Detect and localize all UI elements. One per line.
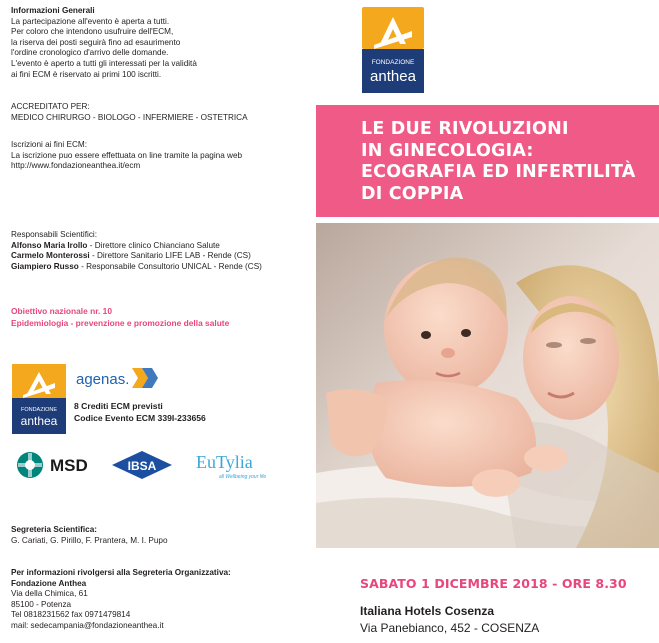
- objective-line: Obiettivo nazionale nr. 10: [11, 306, 112, 316]
- scientific-heads: [11, 230, 262, 272]
- person-role: - Direttore clinico Chianciano Salute: [87, 240, 220, 250]
- organization-line: Via della Chimica, 61: [11, 589, 88, 599]
- objective-line: Epidemiologia - prevenzione e promozione della salute: [11, 317, 230, 328]
- general-info-line: Per coloro che intendono usufruire dell'ECM,: [11, 27, 174, 37]
- ecm-info: [74, 401, 206, 424]
- event-title: LE DUE RIVOLUZIONI IN GINECOLOGIA: ECOGRAFIA ED INFERTILITÀ DI COPPIA: [361, 119, 636, 204]
- anthea-logo-icon: [12, 364, 66, 434]
- objective: [11, 306, 229, 329]
- secretariat-names: G. Cariati, G. Pirillo, F. Prantera, M. I. Pupo: [11, 535, 168, 545]
- secretariat-heading: Segreteria Scientifica:: [11, 525, 98, 534]
- general-info-line: ai fini ECM è riservato ai primi 100 iscritti.: [11, 69, 162, 79]
- event-datetime: SABATO 1 DICEMBRE 2018 - ORE 8.30: [360, 576, 627, 591]
- logo-word-small: FONDAZIONE: [20, 407, 58, 413]
- general-info-line: L'evento è aperto a tutti gli interessati per la validità: [11, 58, 197, 68]
- organization-email[interactable]: mail: sedecampania@fondazioneanthea.it: [11, 620, 164, 630]
- person-name: Carmelo Monterossi: [11, 251, 90, 261]
- eutylia-text: EuTylia: [196, 452, 253, 472]
- scientific-head-row: [11, 241, 262, 252]
- scientific-head-row: [11, 251, 262, 262]
- organizational-secretariat: [11, 568, 231, 632]
- eutylia-tagline: all Wellbeing your life: [219, 474, 267, 480]
- logo-word: anthea: [20, 414, 58, 428]
- eutylia-logo-icon: [196, 452, 266, 480]
- ecm-code: Codice Evento ECM 339I-233656: [74, 412, 206, 423]
- person-name: Alfonso Maria Irollo: [11, 240, 88, 250]
- left-panel: [0, 0, 310, 643]
- scientific-secretariat: [11, 525, 168, 546]
- accreditation-heading: ACCREDITATO PER:: [11, 102, 90, 111]
- general-info-line: la riserva dei posti seguirà fino ad esaurimento: [11, 37, 181, 47]
- organization-line: 85100 - Potenza: [11, 599, 72, 609]
- person-role: - Responsabile Consultorio UNICAL - Rende (CS): [78, 261, 262, 271]
- mother-baby-photo: [316, 223, 659, 548]
- agenas-text: agenas.: [76, 371, 130, 388]
- event-address: Via Panebianco, 452 - COSENZA: [360, 621, 540, 635]
- event-venue: Italiana Hotels Cosenza: [360, 604, 495, 618]
- logo-word-small: FONDAZIONE: [371, 59, 415, 66]
- agenas-logo-icon: [76, 364, 166, 392]
- ecm-credits: 8 Crediti ECM previsti: [74, 401, 163, 411]
- right-panel: [316, 0, 659, 643]
- person-role: - Direttore Sanitario LIFE LAB - Rende (CS): [89, 251, 251, 261]
- general-info-line: l'ordine cronologico d'arrivo delle domande.: [11, 48, 169, 58]
- scientific-head-row: [11, 262, 262, 273]
- registration-link[interactable]: http://www.fondazioneanthea.it/ecm: [11, 161, 141, 171]
- organization-heading: Per informazioni rivolgersi alla Segreteria Organizzativa:: [11, 568, 231, 577]
- sponsor-logos: [14, 448, 304, 482]
- msd-logo-icon: [17, 452, 88, 478]
- accreditation: [11, 102, 248, 123]
- title-banner: [316, 105, 659, 217]
- ibsa-text: IBSA: [127, 459, 157, 473]
- logo-word: anthea: [370, 68, 416, 85]
- ibsa-logo-icon: [112, 451, 172, 479]
- accreditation-text: MEDICO CHIRURGO - BIOLOGO - INFERMIERE - OSTETRICA: [11, 112, 248, 122]
- registration-line: La iscrizione puo essere effettuata on line tramite la pagina web: [11, 150, 243, 160]
- anthea-logo-icon: [362, 7, 424, 93]
- general-info-line: La partecipazione all'evento è aperta a tutti.: [11, 16, 170, 26]
- general-info-heading: Informazioni Generali: [11, 6, 95, 15]
- scientific-heads-heading: Responsabili Scientifici:: [11, 230, 98, 239]
- registration-heading: Iscrizioni ai fini ECM:: [11, 140, 87, 149]
- msd-text: MSD: [50, 456, 88, 475]
- organization-phone: Tel 0818231562 fax 0971479814: [11, 610, 131, 620]
- organization-name: Fondazione Anthea: [11, 578, 87, 588]
- registration: [11, 140, 242, 172]
- general-info: [11, 6, 197, 80]
- person-name: Giampiero Russo: [11, 261, 79, 271]
